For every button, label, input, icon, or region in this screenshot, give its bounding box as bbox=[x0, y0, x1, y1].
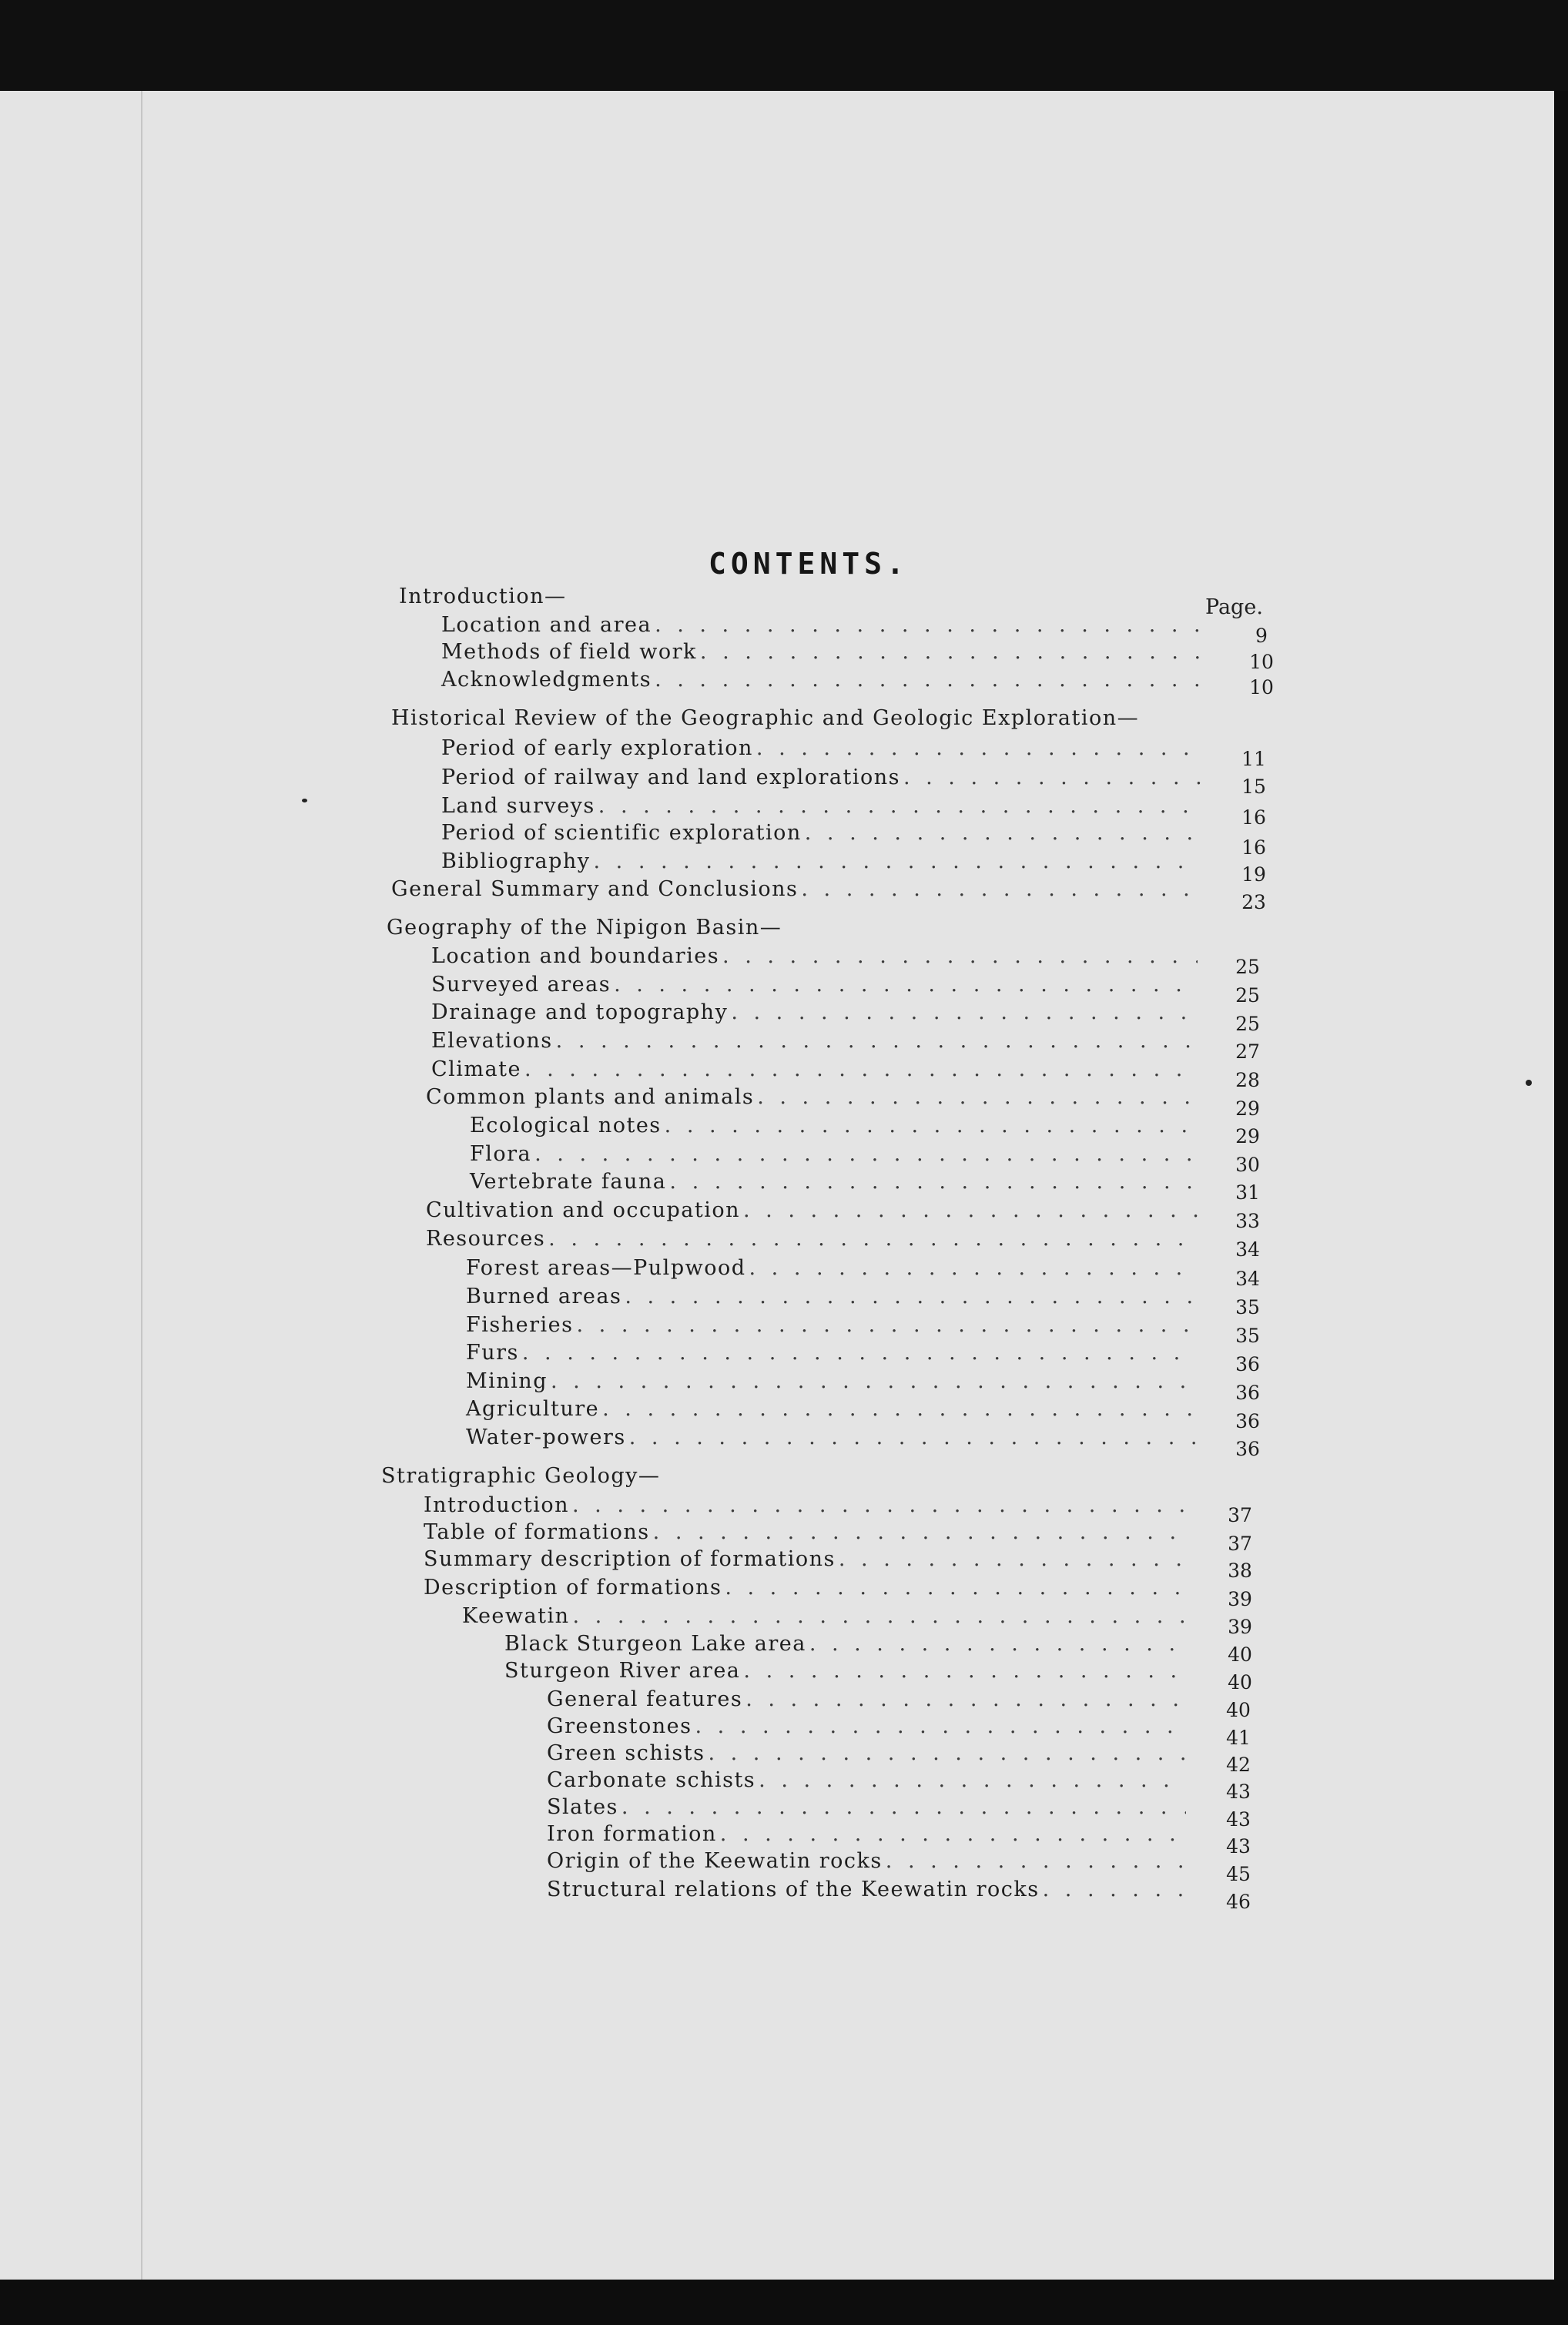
toc-entry-label: Acknowledgments bbox=[441, 668, 652, 692]
toc-entry-label: Structural relations of the Keewatin rocks bbox=[547, 1878, 1040, 1901]
toc-entry-label: Keewatin bbox=[462, 1604, 570, 1628]
ink-speck bbox=[302, 799, 307, 802]
toc-page-number: 35 bbox=[1235, 1325, 1260, 1347]
page-right-edge bbox=[1554, 91, 1568, 2325]
dot-leader bbox=[903, 765, 1201, 791]
toc-entry bbox=[431, 1000, 1198, 1026]
toc-entry bbox=[441, 667, 1205, 693]
toc-entry bbox=[441, 820, 1201, 846]
toc-page-number: 15 bbox=[1241, 776, 1266, 798]
toc-entry-label: Black Sturgeon Lake area bbox=[504, 1632, 806, 1656]
dot-leader bbox=[522, 1340, 1198, 1366]
toc-page-number: 11 bbox=[1241, 748, 1266, 770]
toc-entry-label: Water-powers bbox=[466, 1425, 626, 1449]
toc-page-number: 25 bbox=[1235, 956, 1260, 978]
toc-entry-label: Location and boundaries bbox=[431, 944, 720, 968]
dot-leader bbox=[629, 1425, 1198, 1451]
toc-entry-label: Green schists bbox=[547, 1741, 705, 1765]
dot-leader bbox=[743, 1198, 1198, 1224]
toc-entry-label: Summary description of formations bbox=[424, 1547, 836, 1571]
dot-leader bbox=[731, 1000, 1198, 1026]
toc-entry bbox=[426, 1084, 1198, 1111]
toc-page-number: 41 bbox=[1226, 1727, 1251, 1749]
dot-leader bbox=[524, 1057, 1198, 1083]
toc-entry bbox=[504, 1658, 1190, 1684]
dot-leader bbox=[801, 876, 1201, 903]
dot-leader bbox=[665, 1113, 1198, 1139]
toc-entry-label: Sturgeon River area bbox=[504, 1659, 741, 1683]
toc-entry-label: Furs bbox=[466, 1341, 519, 1365]
toc-entry bbox=[466, 1255, 1198, 1281]
dot-leader bbox=[614, 972, 1198, 998]
toc-entry bbox=[426, 1198, 1198, 1224]
toc-page-number: 19 bbox=[1241, 863, 1266, 886]
toc-entry bbox=[547, 1740, 1186, 1767]
toc-page-number: 25 bbox=[1235, 1013, 1260, 1035]
toc-entry-label: Burned areas bbox=[466, 1285, 622, 1308]
toc-entry bbox=[547, 1687, 1186, 1713]
toc-page-number: 46 bbox=[1226, 1891, 1251, 1913]
toc-entry bbox=[547, 1877, 1186, 1903]
dot-leader bbox=[745, 1687, 1186, 1713]
toc-entry-label: Methods of field work bbox=[441, 640, 697, 664]
toc-entry-label: Resources bbox=[426, 1227, 546, 1251]
toc-entry bbox=[466, 1369, 1198, 1395]
dot-leader bbox=[756, 735, 1201, 762]
toc-entry-label: Carbonate schists bbox=[547, 1768, 756, 1792]
dot-leader bbox=[551, 1369, 1198, 1395]
dot-leader bbox=[622, 1794, 1186, 1821]
toc-entry-label: Ecological notes bbox=[470, 1114, 662, 1137]
toc-page-number: 28 bbox=[1235, 1069, 1260, 1091]
dot-leader bbox=[722, 943, 1198, 970]
toc-entry bbox=[466, 1284, 1198, 1310]
toc-entry-label: Climate bbox=[431, 1057, 521, 1081]
dot-leader bbox=[556, 1028, 1198, 1054]
toc-entry bbox=[441, 612, 1205, 638]
toc-entry bbox=[466, 1312, 1198, 1338]
dot-leader bbox=[757, 1084, 1198, 1111]
toc-entry-label: General Summary and Conclusions bbox=[391, 877, 799, 901]
toc-page-number: 36 bbox=[1235, 1382, 1260, 1404]
dot-leader bbox=[625, 1284, 1198, 1310]
toc-page-number: 25 bbox=[1235, 984, 1260, 1007]
toc-page-number: 37 bbox=[1228, 1533, 1252, 1555]
toc-entry bbox=[470, 1169, 1198, 1195]
dot-leader bbox=[809, 1631, 1190, 1657]
toc-entry bbox=[466, 1340, 1198, 1366]
toc-entry-label: Flora bbox=[470, 1142, 532, 1166]
toc-page-number: 39 bbox=[1228, 1616, 1252, 1638]
toc-entry-label: Fisheries bbox=[466, 1313, 574, 1337]
dot-leader bbox=[573, 1603, 1191, 1630]
dot-leader bbox=[572, 1492, 1190, 1519]
toc-entry-label: Mining bbox=[466, 1369, 548, 1393]
dot-leader bbox=[886, 1848, 1186, 1874]
toc-page-number: 39 bbox=[1228, 1588, 1252, 1610]
toc-entry bbox=[547, 1821, 1186, 1848]
toc-entry bbox=[391, 876, 1201, 903]
toc-page-number: 31 bbox=[1235, 1181, 1260, 1204]
toc-entry bbox=[424, 1519, 1190, 1546]
toc-entry bbox=[424, 1546, 1190, 1573]
toc-entry-label: Surveyed areas bbox=[431, 973, 611, 997]
toc-section-heading bbox=[399, 584, 567, 610]
toc-entry bbox=[431, 943, 1198, 970]
toc-entry-label: Location and area bbox=[441, 613, 652, 637]
toc-page-number: 10 bbox=[1249, 651, 1274, 673]
dot-leader bbox=[725, 1575, 1190, 1601]
toc-entry-label: Forest areas—Pulpwood bbox=[466, 1256, 746, 1280]
dot-leader bbox=[534, 1141, 1198, 1168]
toc-section-heading bbox=[387, 915, 782, 941]
toc-entry-label: Bibliography bbox=[441, 849, 591, 873]
toc-entry-label: Period of early exploration bbox=[441, 736, 753, 760]
toc-entry-label: Cultivation and occupation bbox=[426, 1198, 740, 1222]
toc-page-number: 43 bbox=[1226, 1781, 1251, 1803]
toc-page-number: 16 bbox=[1241, 836, 1266, 859]
toc-entry bbox=[424, 1492, 1190, 1519]
toc-page-number: 36 bbox=[1235, 1410, 1260, 1432]
toc-entry bbox=[431, 1028, 1198, 1054]
toc-page-number: 29 bbox=[1235, 1125, 1260, 1147]
toc-entry-label: Elevations bbox=[431, 1029, 553, 1053]
toc-entry bbox=[441, 765, 1201, 791]
dot-leader bbox=[576, 1312, 1198, 1338]
toc-page-number: 33 bbox=[1235, 1210, 1260, 1232]
toc-entry bbox=[441, 849, 1201, 875]
toc-entry bbox=[470, 1113, 1198, 1139]
toc-page-number: 16 bbox=[1241, 806, 1266, 829]
toc-page-number: 34 bbox=[1235, 1238, 1260, 1261]
dot-leader bbox=[695, 1714, 1186, 1740]
toc-entry-label: Agriculture bbox=[466, 1397, 600, 1421]
toc-page-number: 29 bbox=[1235, 1097, 1260, 1120]
toc-page-number: 36 bbox=[1235, 1438, 1260, 1460]
toc-entry bbox=[441, 793, 1201, 819]
toc-entry bbox=[466, 1425, 1198, 1451]
toc-entry bbox=[424, 1575, 1190, 1601]
toc-entry-label: General features bbox=[547, 1687, 743, 1711]
binding-fold-line bbox=[141, 91, 142, 2325]
toc-page-number: 37 bbox=[1228, 1504, 1252, 1526]
dot-leader bbox=[743, 1658, 1190, 1684]
dot-leader bbox=[655, 667, 1205, 693]
toc-entry bbox=[441, 735, 1201, 762]
toc-entry-label: Iron formation bbox=[547, 1822, 717, 1846]
toc-entry bbox=[547, 1714, 1186, 1740]
toc-page-number: 36 bbox=[1235, 1353, 1260, 1375]
toc-entry-label: Drainage and topography bbox=[431, 1000, 729, 1024]
toc-entry-label: Slates bbox=[547, 1795, 618, 1819]
toc-entry bbox=[441, 639, 1205, 665]
toc-entry-label: Geography of the Nipigon Basin— bbox=[387, 916, 782, 940]
toc-page-number: 30 bbox=[1235, 1154, 1260, 1176]
toc-page-number: 34 bbox=[1235, 1268, 1260, 1290]
dot-leader bbox=[669, 1169, 1198, 1195]
dot-leader bbox=[720, 1821, 1186, 1848]
toc-page-number: 40 bbox=[1228, 1671, 1252, 1693]
toc-entry bbox=[466, 1396, 1198, 1422]
page-column-heading: Page. bbox=[1205, 595, 1263, 619]
toc-entry-label: Historical Review of the Geographic and Geologic Exploration— bbox=[391, 706, 1140, 730]
toc-entry-label: Origin of the Keewatin rocks bbox=[547, 1849, 883, 1873]
dot-leader bbox=[1043, 1877, 1186, 1903]
toc-page-number: 27 bbox=[1235, 1040, 1260, 1063]
toc-entry-label: Table of formations bbox=[424, 1520, 650, 1544]
toc-entry bbox=[431, 972, 1198, 998]
dot-leader bbox=[598, 793, 1201, 819]
toc-entry bbox=[547, 1848, 1186, 1874]
toc-entry bbox=[547, 1767, 1186, 1794]
toc-entry-label: Common plants and animals bbox=[426, 1085, 755, 1109]
dot-leader bbox=[653, 1519, 1190, 1546]
toc-entry-label: Introduction— bbox=[399, 585, 567, 608]
dot-leader bbox=[602, 1396, 1198, 1422]
dot-leader bbox=[548, 1226, 1198, 1252]
toc-entry-label: Period of railway and land explorations bbox=[441, 766, 900, 789]
dot-leader bbox=[655, 612, 1205, 638]
toc-page-number: 10 bbox=[1249, 676, 1274, 699]
dot-leader bbox=[749, 1255, 1198, 1281]
toc-page-number: 35 bbox=[1235, 1296, 1260, 1318]
page-bottom-edge bbox=[0, 2280, 1568, 2325]
toc-page-number: 45 bbox=[1226, 1863, 1251, 1885]
toc-section-heading bbox=[391, 705, 1139, 732]
toc-entry-label: Greenstones bbox=[547, 1714, 692, 1738]
toc-entry bbox=[462, 1603, 1190, 1630]
contents-title: CONTENTS. bbox=[709, 547, 909, 581]
dot-leader bbox=[805, 820, 1201, 846]
toc-page-number: 43 bbox=[1226, 1835, 1251, 1858]
toc-page-number: 43 bbox=[1226, 1808, 1251, 1831]
toc-page-number: 23 bbox=[1241, 891, 1266, 913]
toc-entry bbox=[470, 1141, 1198, 1168]
toc-page-number: 40 bbox=[1228, 1643, 1252, 1666]
dot-leader bbox=[759, 1767, 1186, 1794]
dot-leader bbox=[708, 1740, 1186, 1767]
toc-entry-label: Description of formations bbox=[424, 1576, 722, 1600]
toc-section-heading bbox=[381, 1463, 660, 1489]
toc-page-number: 38 bbox=[1228, 1559, 1252, 1582]
toc-page-number: 9 bbox=[1255, 625, 1268, 647]
toc-entry-label: Vertebrate fauna bbox=[470, 1170, 667, 1194]
toc-entry bbox=[431, 1057, 1198, 1083]
dot-leader bbox=[839, 1546, 1190, 1573]
toc-entry-label: Land surveys bbox=[441, 794, 595, 818]
toc-page-number: 42 bbox=[1226, 1754, 1251, 1776]
toc-entry-label: Period of scientific exploration bbox=[441, 821, 802, 845]
dot-leader bbox=[700, 639, 1205, 665]
toc-entry bbox=[547, 1794, 1186, 1821]
toc-entry-label: Introduction bbox=[424, 1493, 569, 1517]
ink-speck bbox=[1526, 1080, 1532, 1086]
toc-page-number: 40 bbox=[1226, 1699, 1251, 1721]
toc-entry bbox=[504, 1631, 1190, 1657]
dot-leader bbox=[594, 849, 1202, 875]
toc-entry bbox=[426, 1226, 1198, 1252]
toc-entry-label: Stratigraphic Geology— bbox=[381, 1464, 661, 1488]
